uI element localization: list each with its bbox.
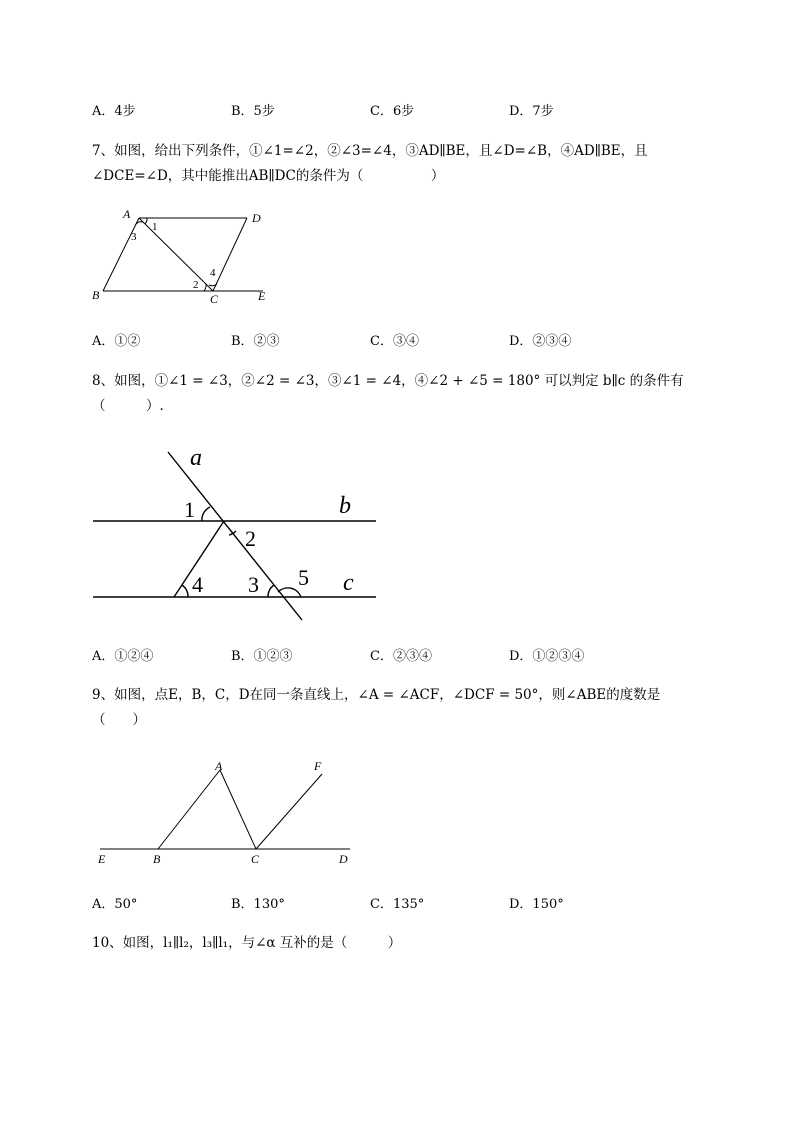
q7-arc-1 (145, 218, 147, 224)
q7-angle-2: 2 (193, 279, 199, 291)
q9-stem-line1: 9、如图，点E，B，C，D在同一条直线上，∠A = ∠ACF，∠DCF = 50°，则∠ABE的度数是 (92, 687, 661, 703)
q8-stem-line1: 8、如图，①∠1 = ∠3，②∠2 = ∠3，③∠1 = ∠4，④∠2 + ∠5 = 180° 可以判定 b∥c 的条件有 (92, 373, 684, 389)
q7-label-a: A (123, 207, 131, 221)
q9-label-e: E (98, 852, 106, 866)
q7-figure (85, 200, 285, 310)
q9-line-ba (158, 770, 220, 849)
q8-label-b: b (339, 493, 351, 519)
q6-option-b: B．5步 (231, 104, 275, 119)
q7-angle-1: 1 (152, 221, 158, 233)
q8-angle-5: 5 (298, 565, 309, 590)
q6-option-d: D．7步 (509, 104, 554, 119)
q8-arc-4 (182, 585, 188, 597)
q9-label-a: A (215, 759, 223, 773)
q9-label-d: D (339, 852, 348, 866)
q8-arc-2 (229, 531, 236, 535)
q7-option-b: B．②③ (231, 334, 280, 349)
q9-stem-line2: （ ） (92, 712, 146, 728)
q9-line-ac (220, 770, 256, 849)
q8-angle-4: 4 (192, 572, 203, 597)
q7-option-d: D．②③④ (509, 334, 572, 349)
q7-stem-line2: ∠DCE=∠D，其中能推出AB∥DC的条件为（ ） (92, 168, 445, 184)
q6-option-a: A．4步 (92, 104, 136, 119)
q8-arc-3 (268, 585, 274, 597)
q7-label-e: E (258, 289, 266, 303)
q7-arc-2 (204, 284, 206, 291)
q7-stem-line1: 7、如图，给出下列条件，①∠1=∠2，②∠3=∠4，③AD∥BE，且∠D=∠B，④AD∥BE，且 (92, 143, 648, 159)
q8-angle-1: 1 (184, 497, 195, 522)
q7-option-a: A．①② (92, 334, 141, 349)
q7-label-b: B (92, 288, 100, 302)
q9-figure (90, 755, 360, 870)
q7-option-c: C．③④ (370, 334, 419, 349)
q9-option-c: C．135° (370, 897, 425, 912)
q8-option-b: B．①②③ (231, 649, 293, 664)
q7-line-ac (139, 218, 213, 291)
q9-option-d: D．150° (509, 897, 564, 912)
q9-line-cf (256, 774, 322, 849)
q8-angle-3: 3 (248, 572, 259, 597)
q8-arc-1 (202, 507, 210, 521)
q7-line-ab (103, 218, 139, 291)
q7-line-dc (213, 218, 247, 291)
q8-label-a: a (190, 445, 202, 471)
q9-option-a: A．50° (92, 897, 138, 912)
q9-option-b: B．130° (231, 897, 285, 912)
q8-angle-2: 2 (245, 526, 256, 551)
q9-label-f: F (314, 759, 322, 773)
q8-stem-line2: （ ）. (92, 398, 164, 414)
q7-angle-3: 3 (131, 231, 137, 243)
q10-stem-line1: 10、如图，l₁∥l₂，l₃∥l₁，与∠α 互补的是（ ） (92, 935, 402, 951)
q7-label-d: D (252, 211, 261, 225)
q6-option-c: C．6步 (370, 104, 415, 119)
q8-label-c: c (343, 570, 354, 596)
q9-label-c: C (251, 852, 260, 866)
q7-angle-4: 4 (210, 267, 216, 279)
q8-option-a: A．①②④ (92, 649, 154, 664)
q7-label-c: C (210, 292, 219, 306)
q8-figure (90, 440, 390, 630)
q9-label-b: B (153, 852, 161, 866)
q8-option-d: D．①②③④ (509, 649, 585, 664)
q8-option-c: C．②③④ (370, 649, 432, 664)
